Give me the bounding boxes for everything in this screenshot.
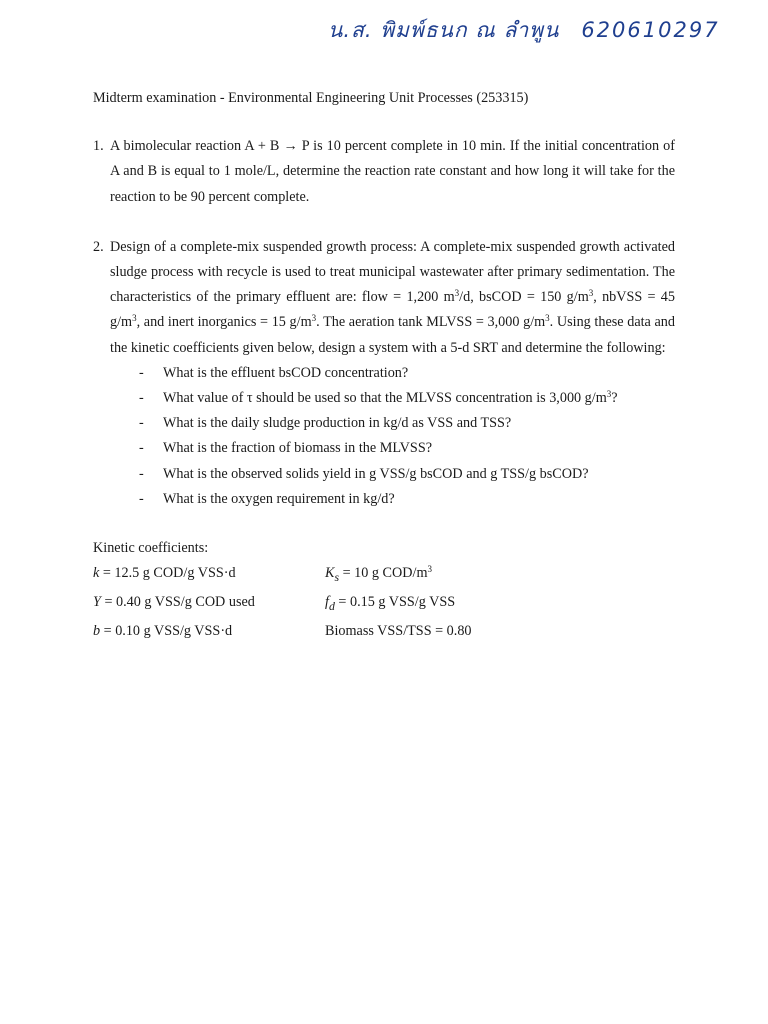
list-item: - What value of τ should be used so that the MLVSS concentration is 3,000 $g/m^3$? [139,389,618,407]
list-item: - What is the fraction of biomass in the MLVSS? [139,440,433,457]
student-id: 620610297 [581,18,720,42]
question-2-number: 2. [93,238,104,255]
list-item: - What is the observed solids yield in g VSS/g bsCOD and g TSS/g bsCOD? [139,465,589,482]
question-2-text: Design of a complete-mix suspended growth process: A complete-mix suspended growth activated sludge process with recycle is used to treat municipal wastewater after primary sedimentation. The characteristics of the primary effluent are: flow = 1,200 $m^3/d$, bsCOD = 150 $g/m^3$, nbVSS = 45 $g/m^3$, and inert inorganics = 15 $g/m^3$. The aeration tank MLVSS = 3,000 $g/m^3$. Using these data and the kinetic coefficients given below, design a system with a 5-d SRT and determine the following: [110,238,675,356]
question-2 [93,235,675,361]
question-1 [93,134,675,210]
question-1-number: 1. [93,138,104,155]
coef-b: b = 0.10 g VSS/g VSS·d [93,623,233,640]
coef-y: Y = 0.40 g VSS/g COD used [93,594,255,611]
question-1-text: A bimolecular reaction A + B → P is 10 percent complete in 10 min. If the initial concentration of A and B is equal to 1 mole/L, determine the reaction rate constant and how long it will take for the reaction to be 90 percent complete. [110,138,675,205]
list-item: - What is the daily sludge production in kg/d as VSS and TSS? [139,415,512,432]
coef-vss-tss: Biomass VSS/TSS = 0.80 [325,623,472,640]
exam-title: Midterm examination - Environmental Engineering Unit Processes (253315) [93,90,529,106]
kinetic-row [93,561,675,590]
coef-fd: $f_d = 0.15$ g VSS/g VSS [325,594,456,614]
coef-ks: $K_s = 10$ g COD/$m^3$ [325,564,432,585]
kinetic-row [93,590,675,619]
coef-k: k = 12.5 g COD/g VSS·d [93,565,236,582]
exam-page [93,86,675,645]
list-item: - What is the effluent bsCOD concentration? [139,364,409,381]
list-item: - What is the oxygen requirement in kg/d? [139,490,395,507]
question-2-subquestions [93,361,675,512]
kinetic-row [93,619,675,644]
kinetic-heading: Kinetic coefficients: [93,540,209,557]
student-name: น.ส. พิมพ์ธนก ณ ลำพูน [328,18,560,42]
handwritten-student-info [328,14,720,47]
kinetic-coefficients [93,536,675,644]
